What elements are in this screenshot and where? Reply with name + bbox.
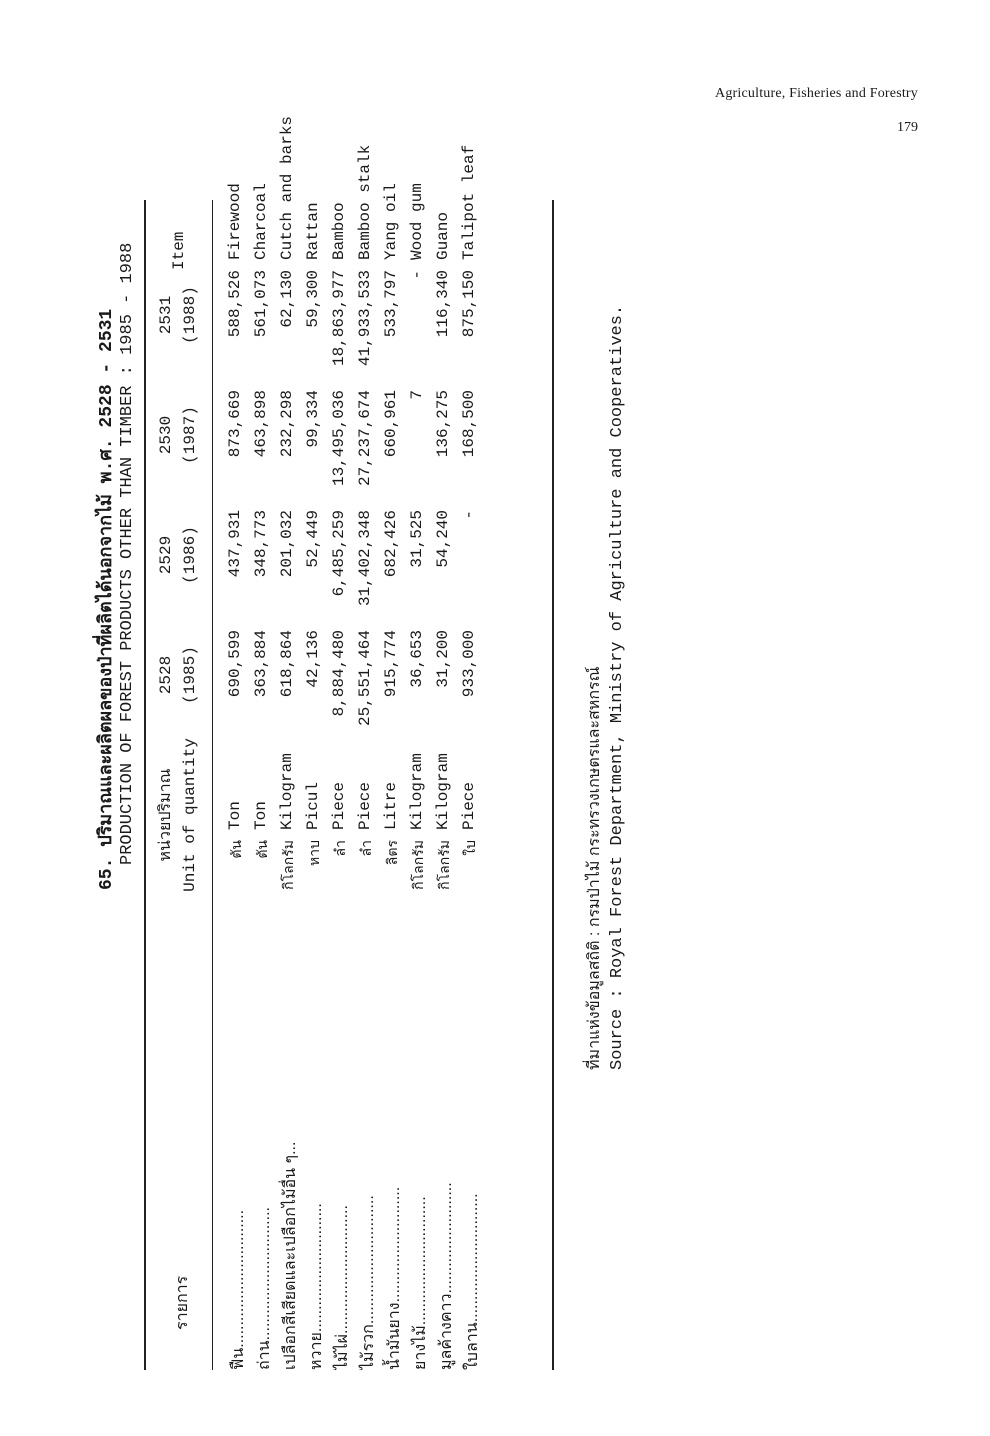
row-unit-thai: กิโลกรัม bbox=[436, 840, 452, 890]
year-be: 2530 bbox=[157, 415, 175, 455]
row-value-1986: 31,402,348 bbox=[356, 510, 374, 607]
column-header-item-thai: รายการ bbox=[174, 1275, 191, 1330]
table-bottom-rule bbox=[552, 200, 554, 1370]
row-item-english: Charcoal bbox=[252, 183, 270, 260]
row-item-thai: น้ำมันยาง.......................... bbox=[386, 1186, 403, 1370]
row-unit-english: Litre bbox=[382, 781, 400, 830]
row-item-thai: เปลือกสีเสียดและเปลือกไม้อื่น ๆ... bbox=[282, 1141, 299, 1370]
table-row bbox=[278, 115, 304, 1370]
column-header-year-1985 bbox=[154, 620, 202, 730]
row-item-english: Yang oil bbox=[382, 183, 400, 260]
row-value-1986: 437,931 bbox=[226, 510, 244, 578]
year-be: 2528 bbox=[157, 655, 175, 695]
row-item-english: Bamboo bbox=[330, 202, 348, 260]
row-value-1986: 201,032 bbox=[278, 510, 296, 578]
row-value-1986: 54,240 bbox=[434, 510, 452, 568]
row-unit-english: Piece bbox=[460, 781, 478, 830]
row-unit-thai: ลำ bbox=[332, 840, 348, 857]
row-value-1986: 31,525 bbox=[408, 510, 426, 568]
year-be: 2529 bbox=[157, 535, 175, 575]
row-value-1988: 588,526 bbox=[226, 270, 244, 338]
row-value-1985: 933,000 bbox=[460, 630, 478, 698]
row-value-1985: 25,551,464 bbox=[356, 630, 374, 727]
row-value-1986: - bbox=[460, 510, 478, 520]
row-unit-english: Piece bbox=[330, 781, 348, 830]
running-head: Agriculture, Fisheries and Forestry bbox=[715, 86, 918, 101]
row-item-english: Cutch and barks bbox=[278, 115, 296, 260]
year-ce: (1985) bbox=[181, 646, 199, 704]
row-item-thai: มูลค้างคาว......................... bbox=[438, 1182, 455, 1370]
row-value-1985: 363,884 bbox=[252, 630, 270, 698]
row-value-1986: 348,773 bbox=[252, 510, 270, 578]
row-unit-english: Kilogram bbox=[408, 753, 426, 830]
row-unit-english: Picul bbox=[304, 781, 322, 830]
row-item-thai: ไม้ไผ่............................. bbox=[334, 1205, 351, 1370]
column-header-unit-thai: หน่วยปริมาณ bbox=[157, 768, 174, 862]
table-header-rule bbox=[212, 200, 213, 1370]
table-row bbox=[356, 144, 382, 1370]
row-value-1985: 36,653 bbox=[408, 630, 426, 688]
row-value-1988: 533,797 bbox=[382, 270, 400, 338]
row-value-1987: 13,495,036 bbox=[330, 390, 348, 487]
row-unit-english: Kilogram bbox=[278, 753, 296, 830]
table-row bbox=[434, 170, 460, 1370]
row-unit-english: Ton bbox=[226, 801, 244, 830]
column-header-year-1988 bbox=[154, 260, 202, 370]
row-value-1988: 62,130 bbox=[278, 270, 296, 328]
row-value-1985: 690,599 bbox=[226, 630, 244, 698]
row-item-english: Firewood bbox=[226, 183, 244, 260]
row-item-thai: หวาย............................. bbox=[308, 1203, 325, 1370]
row-value-1988: 41,933,533 bbox=[356, 270, 374, 367]
table-title-thai: 65. ปริมาณและผลิตผลของป่าที่ผลิตได้นอกจากไม้ พ.ศ. 2528 - 2531 bbox=[97, 308, 117, 890]
table-row bbox=[408, 170, 434, 1370]
row-value-1987: 232,298 bbox=[278, 390, 296, 458]
table-row bbox=[382, 170, 408, 1370]
row-value-1988: 59,300 bbox=[304, 270, 322, 328]
row-value-1986: 52,449 bbox=[304, 510, 322, 568]
row-value-1988: - bbox=[408, 270, 426, 280]
row-value-1988: 561,073 bbox=[252, 270, 270, 338]
row-unit-thai: กิโลกรัม bbox=[410, 840, 426, 890]
row-item-thai: ถ่าน.............................. bbox=[256, 1207, 273, 1370]
row-unit-thai: ลิตร bbox=[384, 840, 400, 866]
column-header-unit-english: Unit of quantity bbox=[181, 738, 199, 892]
row-unit-thai: หาบ bbox=[306, 840, 322, 866]
row-value-1987: 27,237,674 bbox=[356, 390, 374, 487]
table-row bbox=[460, 144, 486, 1370]
row-value-1987: 136,275 bbox=[434, 390, 452, 458]
row-item-thai: ใบลาน............................. bbox=[464, 1193, 481, 1370]
table-row bbox=[330, 170, 356, 1370]
row-unit-thai: ตัน bbox=[254, 840, 270, 859]
row-item-english: Bamboo stalk bbox=[356, 144, 374, 260]
row-unit-thai: ลำ bbox=[358, 840, 374, 857]
row-unit-english: Ton bbox=[252, 801, 270, 830]
rotated-table-block bbox=[90, 115, 670, 1370]
row-value-1985: 915,774 bbox=[382, 630, 400, 698]
row-value-1987: 7 bbox=[408, 390, 426, 400]
table-row bbox=[226, 170, 252, 1370]
column-header-year-1987 bbox=[154, 380, 202, 490]
row-unit-thai: กิโลกรัม bbox=[280, 840, 296, 890]
table-row bbox=[304, 170, 330, 1370]
column-header-year-1986 bbox=[154, 500, 202, 610]
row-value-1987: 660,961 bbox=[382, 390, 400, 458]
column-header-unit bbox=[154, 730, 202, 900]
row-value-1988: 116,340 bbox=[434, 270, 452, 338]
row-item-thai: ฟืน............................... bbox=[230, 1209, 247, 1370]
row-value-1987: 99,334 bbox=[304, 390, 322, 448]
row-value-1987: 168,500 bbox=[460, 390, 478, 458]
row-unit-english: Piece bbox=[356, 781, 374, 830]
table-top-rule bbox=[144, 200, 146, 1370]
row-item-english: Rattan bbox=[304, 202, 322, 260]
row-item-thai: ไม้รวก............................. bbox=[360, 1195, 377, 1370]
year-ce: (1987) bbox=[181, 406, 199, 464]
row-item-thai: ยางไม้............................. bbox=[412, 1196, 429, 1370]
row-value-1985: 618,864 bbox=[278, 630, 296, 698]
year-ce: (1986) bbox=[181, 526, 199, 584]
table-row bbox=[252, 170, 278, 1370]
column-header-item-english: Item bbox=[170, 231, 188, 270]
row-value-1985: 42,136 bbox=[304, 630, 322, 688]
table-title-english: PRODUCTION OF FOREST PRODUCTS OTHER THAN TIMBER : 1985 - 1988 bbox=[118, 242, 137, 865]
row-value-1985: 31,200 bbox=[434, 630, 452, 688]
row-unit-thai: ตัน bbox=[228, 840, 244, 859]
row-value-1986: 6,485,259 bbox=[330, 510, 348, 597]
table-body bbox=[226, 115, 486, 1370]
source-note-english: Source : Royal Forest Department, Ministry of Agriculture and Cooperatives. bbox=[608, 304, 627, 1070]
row-value-1988: 18,863,977 bbox=[330, 270, 348, 367]
year-be: 2531 bbox=[157, 295, 175, 335]
row-item-english: Guano bbox=[434, 211, 452, 260]
row-value-1986: 682,426 bbox=[382, 510, 400, 578]
row-unit-thai: ใบ bbox=[462, 840, 478, 856]
row-unit-english: Kilogram bbox=[434, 753, 452, 830]
row-item-english: Talipot leaf bbox=[460, 144, 478, 260]
year-ce: (1988) bbox=[181, 286, 199, 344]
row-item-english: Wood gum bbox=[408, 183, 426, 260]
page-number: 179 bbox=[897, 120, 918, 135]
source-note-thai: ที่มาแห่งข้อมูลสถิติ : กรมป่าไม้ กระทรวงเกษตรและสหกรณ์ bbox=[586, 666, 603, 1070]
row-value-1988: 875,150 bbox=[460, 270, 478, 338]
row-value-1985: 8,884,480 bbox=[330, 630, 348, 717]
row-value-1987: 873,669 bbox=[226, 390, 244, 458]
row-value-1987: 463,898 bbox=[252, 390, 270, 458]
